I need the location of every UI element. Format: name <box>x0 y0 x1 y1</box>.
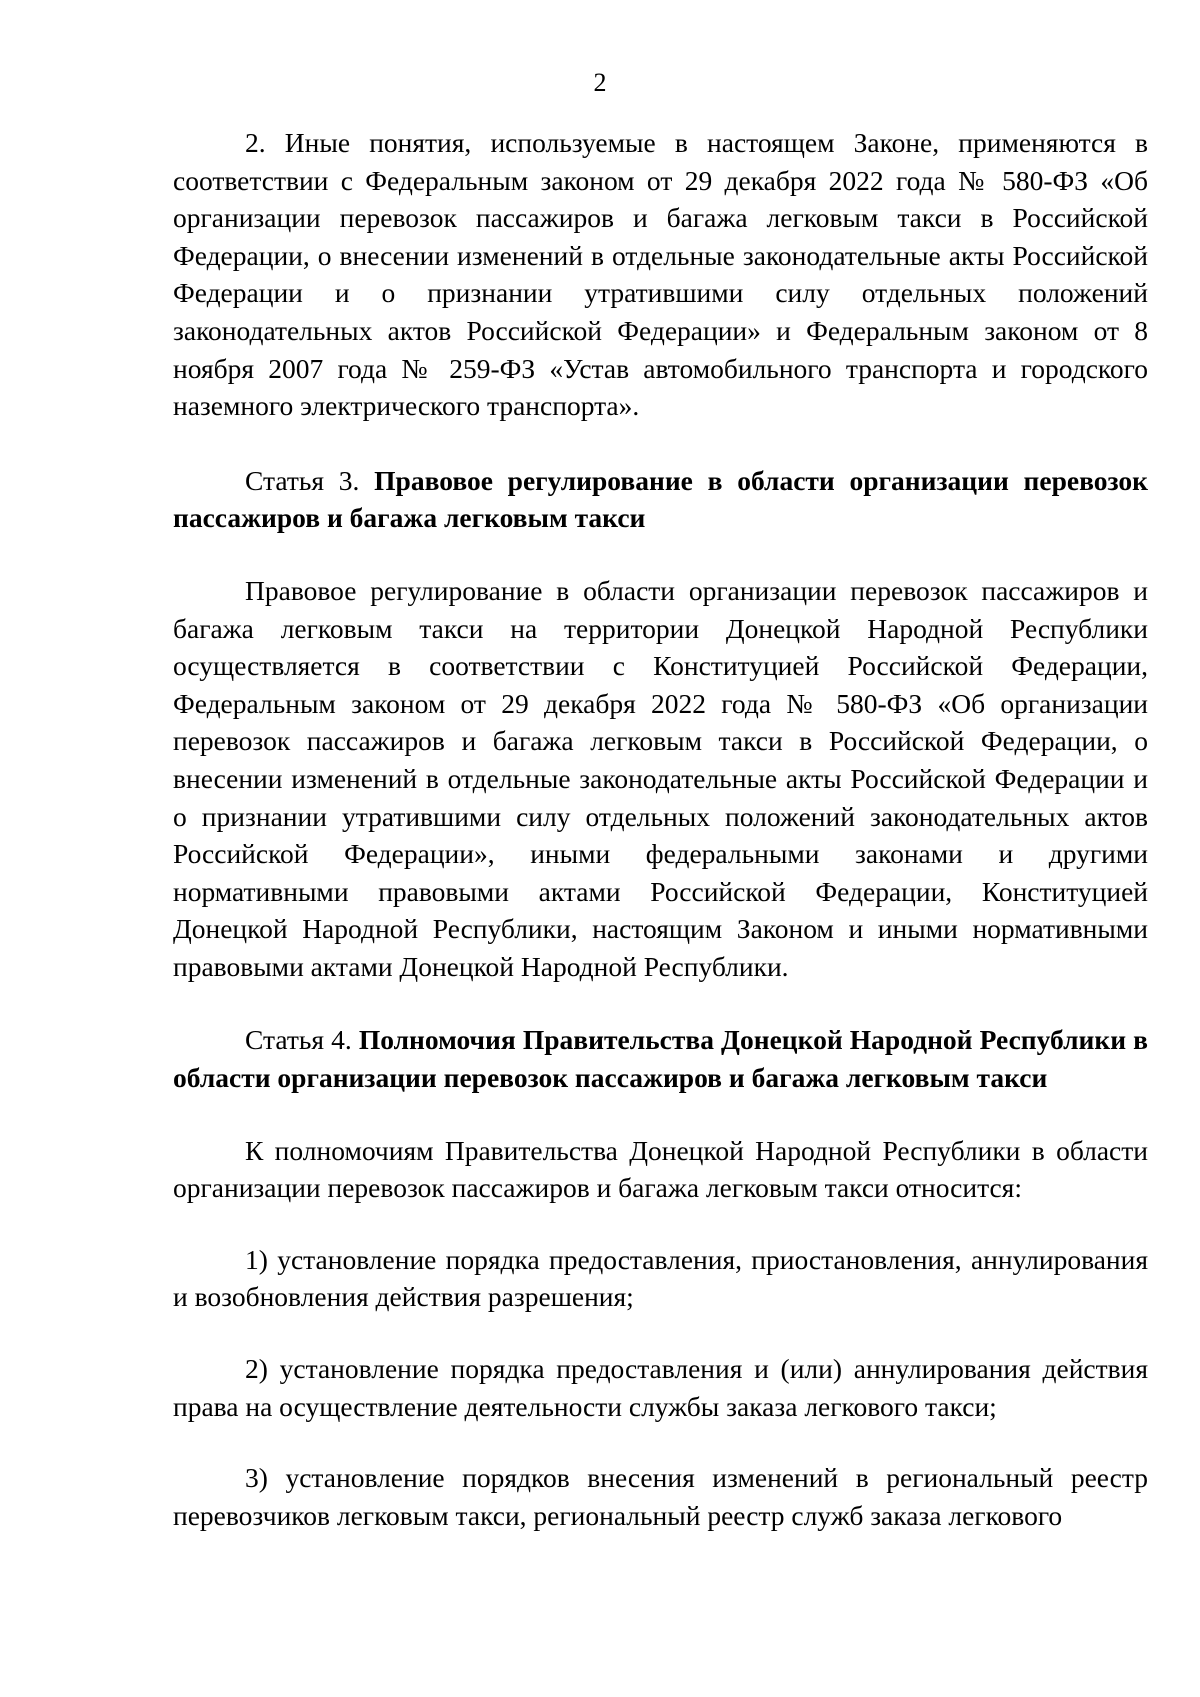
document-body <box>173 124 1148 1534</box>
list-item-2: 2) установление порядка предоставления и (или) аннулирования действия права на осуществление деятельности службы заказа легкового такси; <box>173 1353 1148 1422</box>
article-3-heading <box>173 462 1148 537</box>
paragraph-definitions: 2. Иные понятия, используемые в настоящем Законе, применяются в соответствии с Федеральным законом от 29 декабря 2022 года № 580-ФЗ «Об организации перевозок пассажиров и багажа легковым такси в Российской Федерации, о внесении изменений в отдельные законодательные акты Российской Федерации и о признании утратившими силу отдельных положений законодательных актов Российской Федерации» и Федеральным законом от 8 ноября 2007 года № 259-ФЗ «Устав автомобильного транспорта и городского наземного электрического транспорта». <box>173 127 1148 422</box>
article-3-label: Статья 3. <box>245 464 360 496</box>
article-4-label: Статья 4. <box>245 1024 352 1056</box>
list-item-1: 1) установление порядка предоставления, приостановления, аннулирования и возобновления действия разрешения; <box>173 1243 1148 1313</box>
page-number: 2 <box>593 68 607 97</box>
paragraph-article-4-intro: К полномочиям Правительства Донецкой Народной Республики в области организации перевозок пассажиров и багажа легковым такси относится: <box>173 1134 1148 1204</box>
list-item-3: 3) установление порядков внесения изменений в региональный реестр перевозчиков легковым такси, региональный реестр служб заказа легкового <box>173 1462 1148 1531</box>
article-4-title: Полномочия Правительства Донецкой Народной Республики в области организации перевозок пассажиров и багажа легковым такси <box>173 1024 1148 1094</box>
paragraph-article-3-body: Правовое регулирование в области организации перевозок пассажиров и багажа легковым такси на территории Донецкой Народной Республики осуществляется в соответствии с Конституцией Российской Федерации, Федеральным законом от 29 декабря 2022 года № 580-ФЗ «Об организации перевозок пассажиров и багажа легковым такси в Российской Федерации, о внесении изменений в отдельные законодательные акты Российской Федерации и о признании утратившими силу отдельных положений законодательных актов Российской Федерации», иными федеральными законами и другими нормативными правовыми актами Российской Федерации, Конституцией Донецкой Народной Республики, настоящим Законом и иными нормативными правовыми актами Донецкой Народной Республики. <box>173 574 1148 982</box>
article-4-heading <box>173 1021 1148 1096</box>
article-3-title: Правовое регулирование в области организации перевозок пассажиров и багажа легковым такси <box>173 464 1148 534</box>
